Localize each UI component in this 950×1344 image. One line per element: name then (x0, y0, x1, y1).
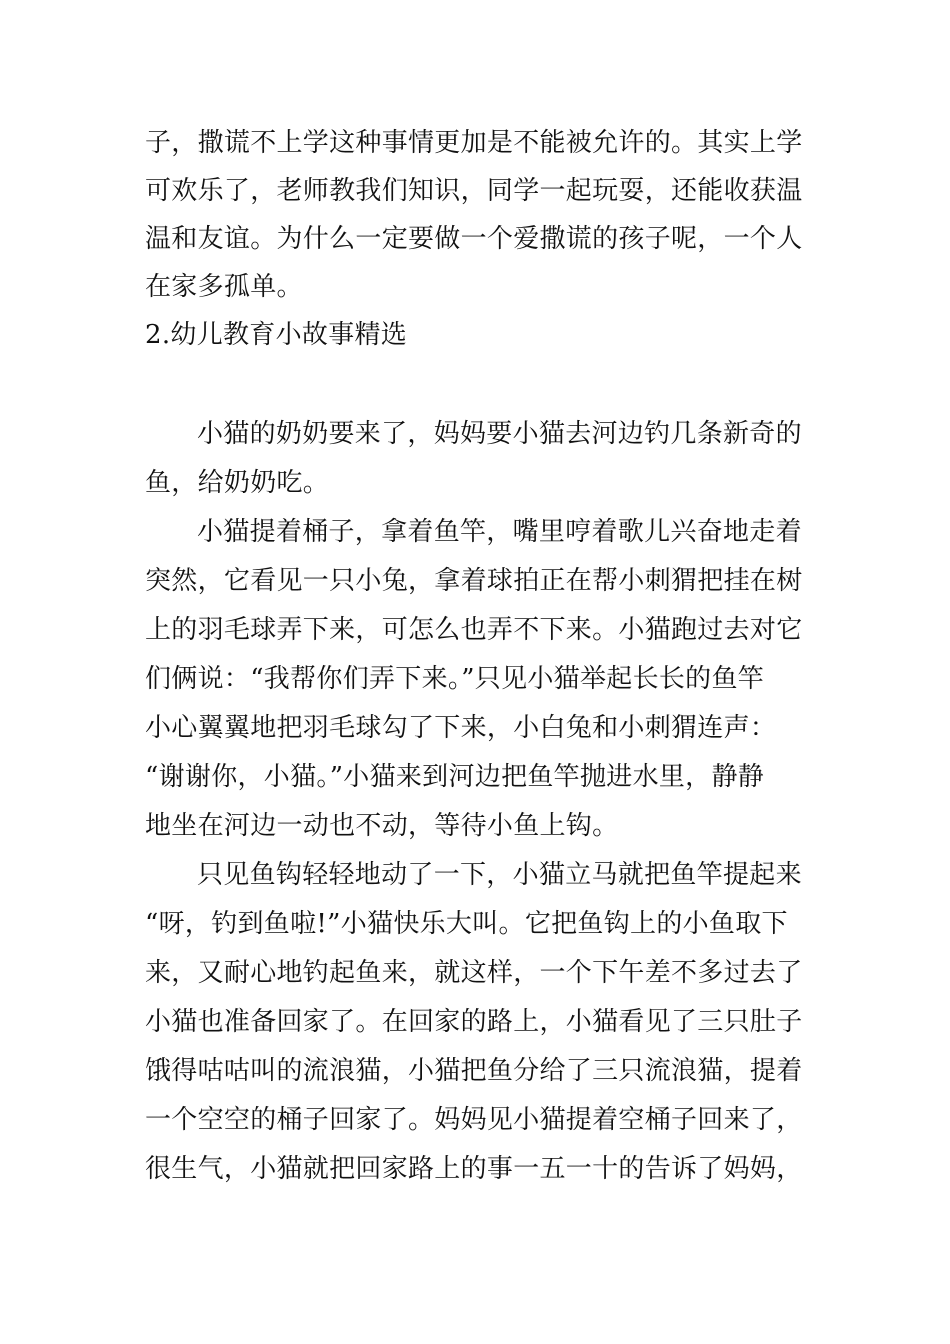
text-line: 小心翼翼地把羽毛球勾了下来，小白兔和小刺猬连声： (145, 713, 777, 743)
text-line: 小猫也准备回家了。在回家的路上，小猫看见了三只肚子 (145, 1007, 803, 1037)
text-line: 小猫提着桶子，拿着鱼竿，嘴里哼着歌儿兴奋地走着 (197, 517, 802, 547)
text-line: 上的羽毛球弄下来，可怎么也弄不下来。小猫跑过去对它 (145, 615, 803, 645)
text-line: 可欢乐了，老师教我们知识，同学一起玩耍，还能收获温 (145, 176, 803, 206)
text-line: 在家多孤单。 (145, 272, 303, 302)
text-line: 温和友谊。为什么一定要做一个爱撒谎的孩子呢，一个人 (145, 224, 803, 254)
text-line: 地坐在河边一动也不动，等待小鱼上钩。 (145, 811, 619, 841)
text-line: 鱼，给奶奶吃。 (145, 468, 330, 498)
text-line: 饿得咕咕叫的流浪猫，小猫把鱼分给了三只流浪猫，提着 (145, 1056, 803, 1086)
text-line: 子，撒谎不上学这种事情更加是不能被允许的。其实上学 (145, 128, 803, 158)
text-line: 们俩说：“我帮你们弄下来。”只见小猫举起长长的鱼竿 (145, 664, 765, 694)
text-line: “呀，钓到鱼啦!”小猫快乐大叫。它把鱼钩上的小鱼取下 (145, 909, 788, 939)
section-heading: 2.幼儿教育小故事精选 (145, 320, 408, 350)
text-line: 只见鱼钩轻轻地动了一下，小猫立马就把鱼竿提起来 (197, 860, 802, 890)
text-line: 来，又耐心地钓起鱼来，就这样，一个下午差不多过去了 (145, 958, 803, 988)
text-line: 突然，它看见一只小兔，拿着球拍正在帮小刺猬把挂在树 (145, 566, 803, 596)
text-line: “谢谢你，小猫。”小猫来到河边把鱼竿抛进水里，静静 (145, 762, 765, 792)
text-line: 很生气，小猫就把回家路上的事一五一十的告诉了妈妈， (145, 1154, 803, 1184)
text-line: 一个空空的桶子回家了。妈妈见小猫提着空桶子回来了， (145, 1105, 803, 1135)
text-line: 小猫的奶奶要来了，妈妈要小猫去河边钓几条新奇的 (197, 419, 802, 449)
